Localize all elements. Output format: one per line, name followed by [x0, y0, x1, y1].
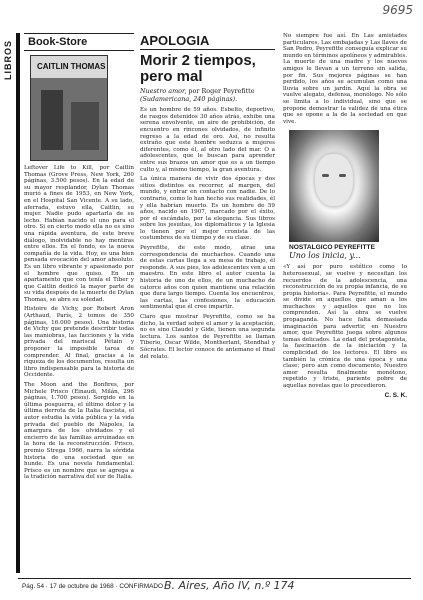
- review-paragraph: Leftover Life to Kill, por Caitlin Thomas (Grove Press, New York, 260 páginas, 3.500 pesos). En la edad de su mayor resplandor, Dylan Thomas murió a fines de 1953, en New York, en el Hospital San Vicente. A su lado, aferrada, estuvo ella, Caitlin, su mujer. Nadie pudo apartarla de su lecho. Habían nacido el uno para el otro. Si en cierto modo ella no es sino una rápida aventura, de este breve diálogo, inolvidable no hay mentiras entre ellos. En el fondo, es la nueva compañía de la vida. Hoy, es una bien pensada evocación del amor absoluto. Es un libro vibrante y apasionado por el hombre que quiso. En un apartamento que con tenía el Tíber y que Caitlin dedicó la mayor parte de su vida después de la muerte de Dylan Thomas, se abre su soledad.: [24, 165, 134, 303]
- footer-folio: Pág. 54 · 17 de octubre de 1968 · CONFIRMADO: [22, 583, 164, 590]
- article-signature: C. S. K.: [384, 391, 407, 399]
- book-store-column: [24, 33, 134, 481]
- article-paragraph: No siempre fue así. En Las amistades particulares, Las embajadas y Las llaves de San Pedro, Peyrefitte conseguía explicar su mundo en términos apolíneos y admirables. La muerte de una madre y los nuevos amigos le llevan a un terreno sin salida, por fin. Sus mejores páginas se han perdido, los años se acumulan como una lluvia sobre un jardín. Aquí la obra se vuelve alegato, defensa, monólogo. No sólo se limita a lo individual, sino que se propone demostrar la validez de una ética que se opone a la de la sociedad en que vive.: [283, 33, 407, 125]
- article-byline: [140, 88, 275, 103]
- book-publisher: (Sudamericana, 240 páginas).: [140, 94, 238, 103]
- photo-caption-name: NOSTALGICO PEYREFITTE: [289, 244, 375, 252]
- article-paragraph: Peyrefitte, de este modo, atrae una correspondencia de muchachos. Cuando una de estas cartas llega a su mesa de trabajo, él responde. A sus pies, los adolescentes ven a un maestro. En este libro el autor cuenta la historia de uno de ellos, de un muchacho de catorce años con quien mantiene una relación que dura largo tiempo. Cuenta los encuentros, las cartas, las confesiones, la educación sentimental que él cree impartir.: [140, 245, 275, 311]
- cover-figure-shape: [41, 90, 63, 150]
- article-paragraph: «Y así por puro estético como lo heterosexual, se vuelve y necesitan los recuerdos de la adolescencia, una reconstrucción de su propia infancia, de su propia historia». Para Peyrefitte, el mundo se divide en aquellos que aman a los muchachos y aquellos que no los comprenden. Así la obra se vuelve propaganda. No hace falta demasiada imaginación para advertir, en Nuestro amor, que Peyrefitte juega sobre algunos temas delicados. La edad del protagonista, la fascinación de la iniciación y la complicidad de los lectores. El libro es también la crónica de una época y una clase; pero aun como documento, Nuestro amor resulta finalmente monótono, repetido y triste, pariente pobre de aquellas novelas que lo precedieron.: [283, 264, 407, 389]
- photo-caption-quote: Uno los inicia, y...: [289, 251, 361, 261]
- cover-title: CAITLIN THOMAS: [37, 62, 106, 71]
- section-vertical-label: LIBROS: [3, 40, 13, 81]
- book-store-heading: Book-Store: [24, 33, 134, 51]
- article-paragraph: Claro que mostrar Peyrefitte, como se ha dicho, la verdad sobre el amor y la aceptación, no es sino Claudel y Gide, tienen una segunda lectura. Los santos de Peyrefitte se llaman Tiberio, Oscar Wilde, Montherlant, Stendhal y Sócrates. El lector conoce de antemano el final del relato.: [140, 314, 275, 360]
- section-side-bar: [16, 33, 20, 573]
- book-title: Nuestro amor,: [140, 87, 187, 95]
- article-kicker: APOLOGIA: [140, 33, 275, 50]
- portrait-face: [315, 154, 353, 206]
- review-paragraph: Histoire de Vichy, por Robert Aron (Arthaud, París, 2 tomos de 350 páginas, 16.000 pesos). Una historia de Vichy que pretende describir todas las maniobras, las facciones y la vida privada del mariscal Pétain y proponer la imposible tarea de comprender. Al final, gracias a la riqueza de los documentos, resulta un libro indispensable para la historia de Occidente.: [24, 306, 134, 379]
- page-footer: [18, 578, 411, 595]
- article-continuation-column: [283, 33, 407, 399]
- handwritten-page-number: 9695: [382, 3, 413, 17]
- author-portrait-photo: [289, 130, 379, 242]
- article-headline: Morir 2 tiempos, pero mal: [140, 52, 256, 85]
- article-paragraph: Es un hombre de 59 años. Esbelto, deportivo, de rasgos detenidos 30 años atrás, exhibe una serena envolvente, un aire de prohibición, de encuentro en rincones olvidados, de infinito regreso a la edad de oro. Así, no resulta extraño que este hombre seduzca a mujeres diferentes, como él, al otro lado del mar. O a adolescentes, que le buscan para aprender entre sus brazos un amor que es a un tiempo culto y, al mismo tiempo, la gran aventura.: [140, 107, 275, 173]
- portrait-eye: [322, 174, 329, 177]
- portrait-eye: [339, 174, 346, 177]
- article-paragraph: La única manera de vivir dos épocas y dos sitios distintos es recorrer, al margen, del mundo, y entrar en contacto con nadie. De lo contrario, como lo han hecho sus realidades, él y ella habrían muerto. Es un hombre de 59 años, nacido en 1907, marcado por el éxito, por el escándalo, por la elegancia. Sus libros sobre los jesuitas, los diplomáticos y la Iglesia lo tienen por el mejor cronista de las costumbres de su tiempo y de su clase.: [140, 176, 275, 242]
- article-column: [140, 33, 275, 360]
- handwritten-footer-note: B. Aires, Año IV, n.º 174: [164, 579, 295, 592]
- review-paragraph: The Moon and the Bonfires, por Michele Prisco (Einaudi, Milán, 296 páginas, 1.700 pesos). Sorgido en la última posguerra, el último dolor y la última derrota de la Italia fascista, el autor estudia la vida pública y la vida privada del pueblo de Nápoles, la amargura de los olvidados y el encierro de las familias arruinadas en la hora de la reconstrucción. Prisco, premio Strega 1966, narra la sórdida historia de una sociedad que se hunde. Es una novela fundamental. Prisco es un nombre que se agrega a la tradición narrativa del sur de Italia.: [24, 382, 134, 481]
- book-cover-image: [30, 55, 108, 161]
- cover-figure-shape: [71, 102, 99, 150]
- book-author: por Roger Peyrefitte: [188, 87, 255, 95]
